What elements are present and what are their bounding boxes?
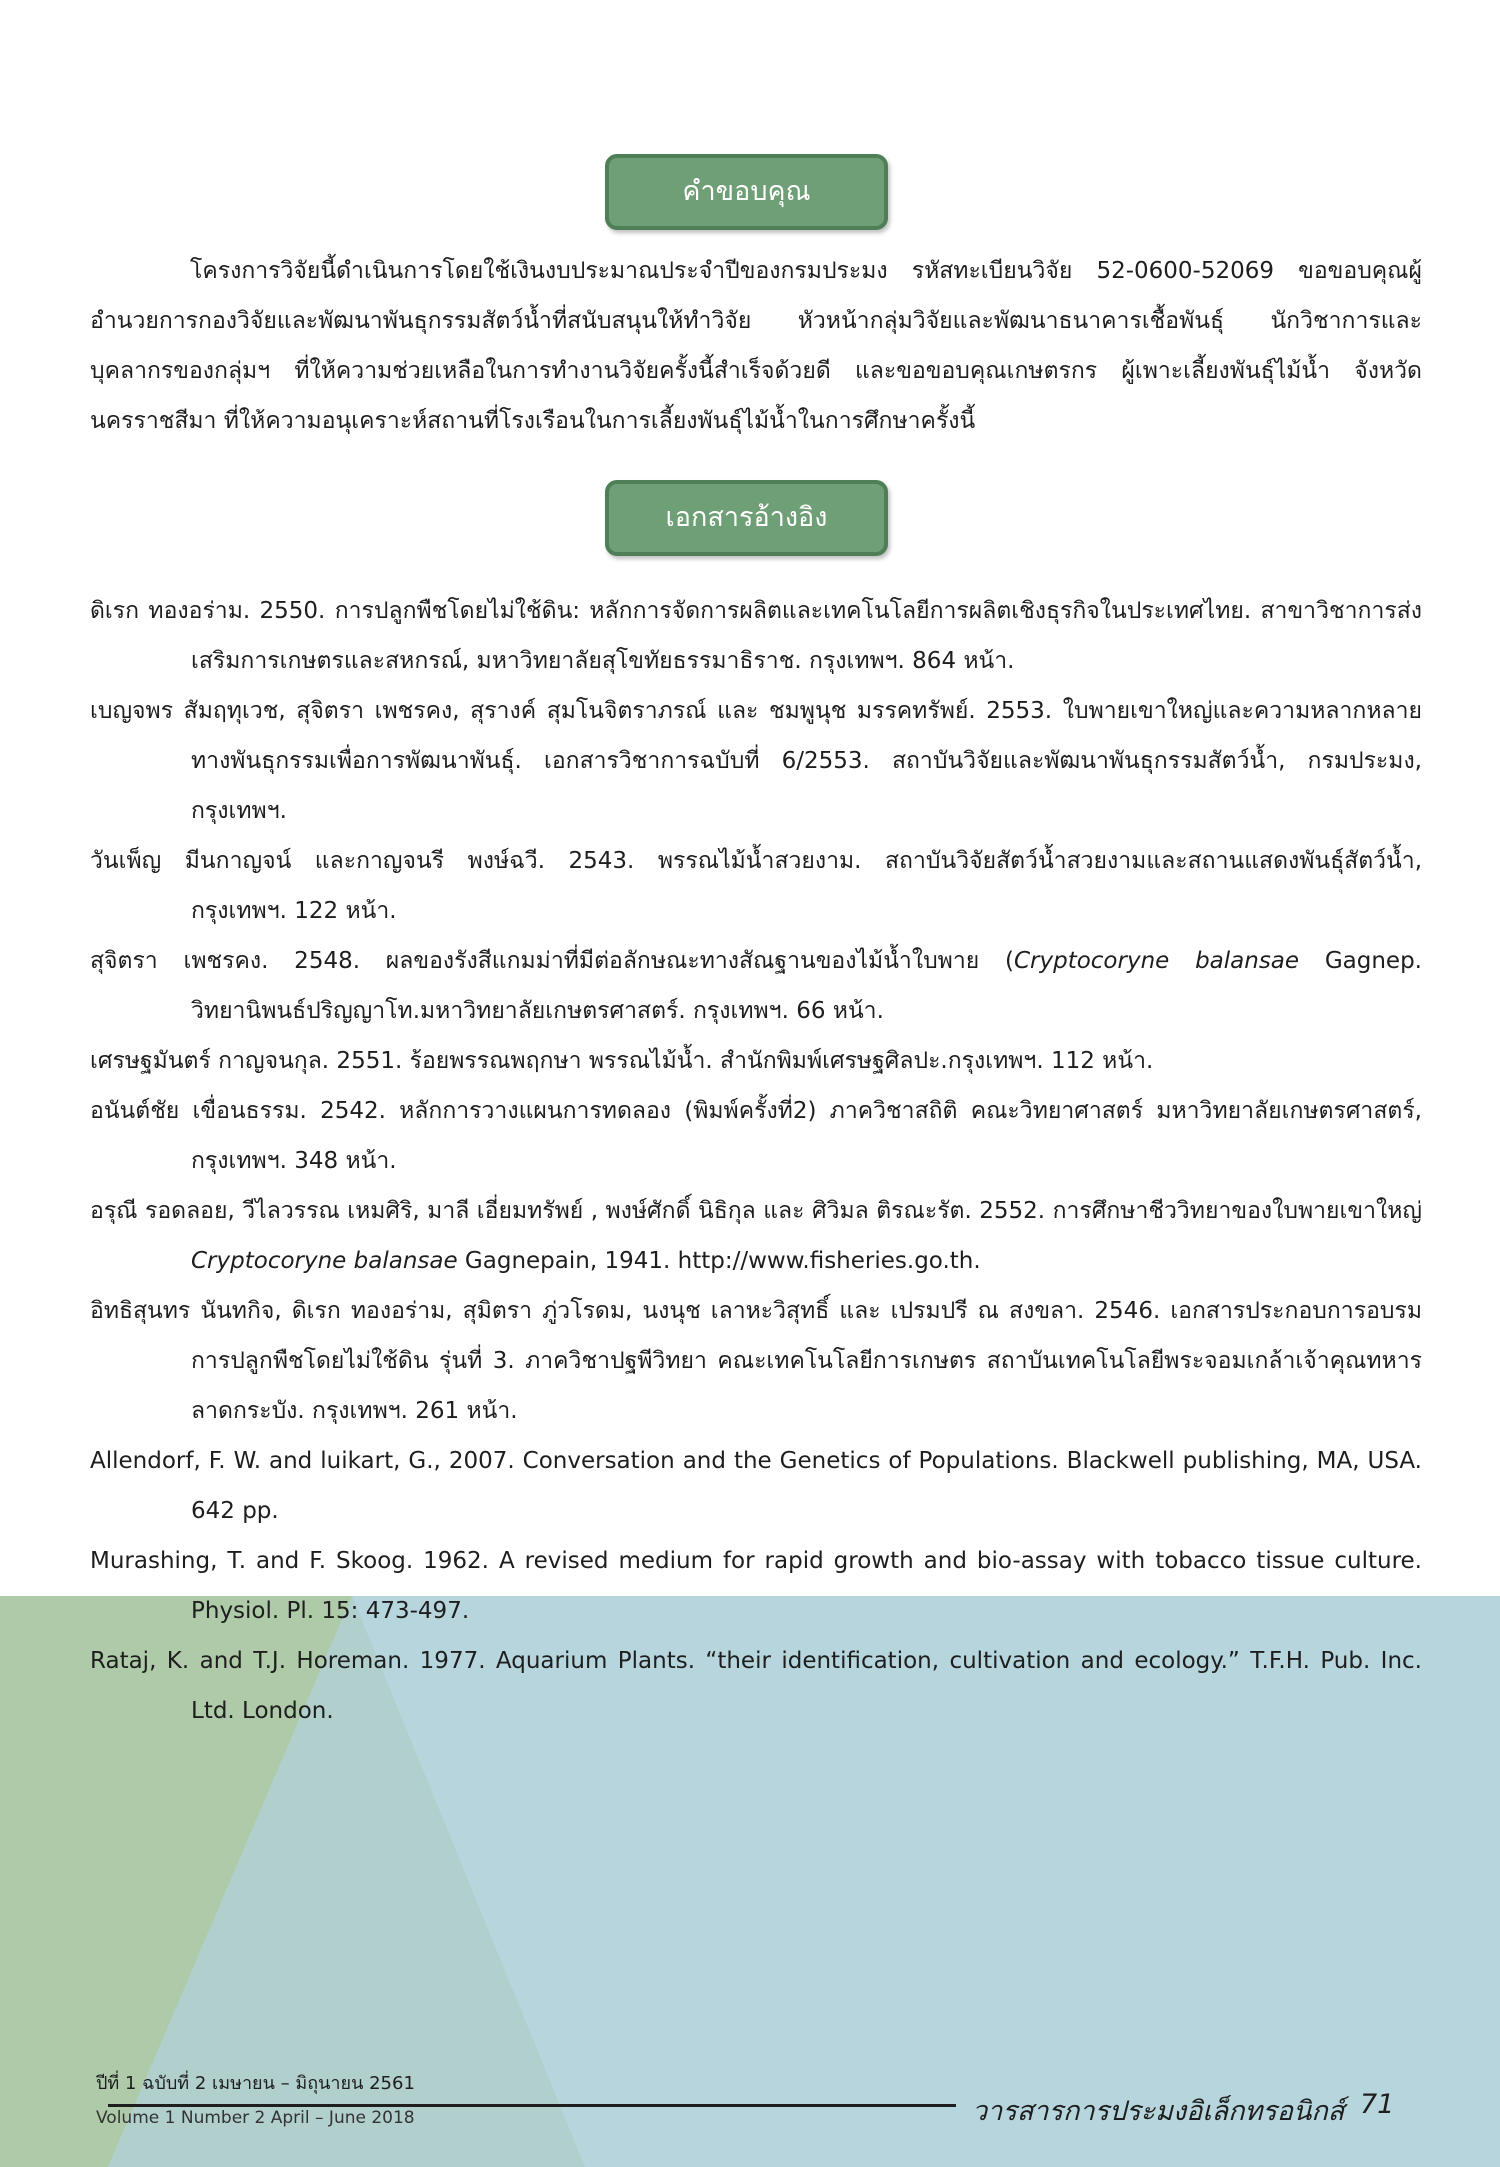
references-heading: เอกสารอ้างอิง [605,480,888,556]
reference-item: อิทธิสุนทร นันทกิจ, ดิเรก ทองอร่าม, สุมิตรา ภู่วโรดม, นงนุช เลาหะวิสุทธิ์ และ เปรมปรี ณ สงขลา. 2546. เอกสารประกอบการอบรมการปลูกพืชโดยไม่ใช้ดิน รุ่นที่ 3. ภาควิชาปฐพีวิทยา คณะเทคโนโลยีการเกษตร สถาบันเทคโนโลยีพระจอมเกล้าเจ้าคุณทหารลาดกระบัง. กรุงเทพฯ. 261 หน้า. [90,1298,1422,1424]
footer-divider [108,2104,956,2107]
reference-item: เศรษฐมันตร์ กาญจนกุล. 2551. ร้อยพรรณพฤกษา พรรณไม้น้ำ. สำนักพิมพ์เศรษฐศิลปะ.กรุงเทพฯ. 112 หน้า. [90,1048,1154,1074]
acknowledgement-body: โครงการวิจัยนี้ดำเนินการโดยใช้เงินงบประมาณประจำปีของกรมประมง รหัสทะเบียนวิจัย 52-0600-52069 ขอขอบคุณผู้อำนวยการกองวิจัยและพัฒนาพันธุกรรมสัตว์น้ำที่สนับสนุนให้ทำวิจัย หัวหน้ากลุ่มวิจัยและพัฒนาธนาคารเชื้อพันธุ์ นักวิชาการและบุคลากรของกลุ่มฯ ที่ให้ความช่วยเหลือในการทำงานวิจัยครั้งนี้สำเร็จด้วยดี และขอขอบคุณเกษตรกร ผู้เพาะเลี้ยงพันธุ์ไม้น้ำ จังหวัดนครราชสีมา ที่ให้ความอนุเคราะห์สถานที่โรงเรือนในการเลี้ยงพันธุ์ไม้น้ำในการศึกษาครั้งนี้ [90,258,1422,434]
footer-issue-thai: ปีที่ 1 ฉบับที่ 2 เมษายน – มิถุนายน 2561 [96,2073,415,2094]
reference-item: Allendorf, F. W. and luikart, G., 2007. Conversation and the Genetics of Populations. Blackwell publishing, MA, USA. 642 pp. [90,1448,1422,1524]
reference-item: สุจิตรา เพชรคง. 2548. ผลของรังสีแกมม่าที่มีต่อลักษณะทางสัณฐานของไม้น้ำใบพาย (Cryptocoryne balansae Gagnep. วิทยานิพนธ์ปริญญาโท.มหาวิทยาลัยเกษตรศาสตร์. กรุงเทพฯ. 66 หน้า. [90,948,1422,1024]
reference-item: Rataj, K. and T.J. Horeman. 1977. Aquarium Plants. “their identification, cultivation and ecology.” T.F.H. Pub. Inc. Ltd. London. [90,1648,1422,1724]
reference-item: วันเพ็ญ มีนกาญจน์ และกาญจนรี พงษ์ฉวี. 2543. พรรณไม้น้ำสวยงาม. สถาบันวิจัยสัตว์น้ำสวยงามและสถานแสดงพันธุ์สัตว์น้ำ, กรุงเทพฯ. 122 หน้า. [90,848,1422,924]
reference-item: อนันต์ชัย เขื่อนธรรม. 2542. หลักการวางแผนการทดลอง (พิมพ์ครั้งที่2) ภาควิชาสถิติ คณะวิทยาศาสตร์ มหาวิทยาลัยเกษตรศาสตร์, กรุงเทพฯ. 348 หน้า. [90,1098,1422,1174]
reference-list [90,586,1422,1736]
footer-journal-title: วารสารการประมงอิเล็กทรอนิกส์ [972,2096,1345,2127]
acknowledgement-heading: คำขอบคุณ [605,154,888,230]
reference-item: ดิเรก ทองอร่าม. 2550. การปลูกพืชโดยไม่ใช้ดิน: หลักการจัดการผลิตและเทคโนโลยีการผลิตเชิงธุรกิจในประเทศไทย. สาขาวิชาการส่งเสริมการเกษตรและสหกรณ์, มหาวิทยาลัยสุโขทัยธรรมาธิราช. กรุงเทพฯ. 864 หน้า. [90,598,1422,674]
species-name: Cryptocoryne balansae [1013,948,1300,974]
reference-item: เบญจพร สัมฤทุเวช, สุจิตรา เพชรคง, สุรางค์ สุมโนจิตราภรณ์ และ ชมพูนุช มรรคทรัพย์. 2553. ใบพายเขาใหญ่และความหลากหลายทางพันธุกรรมเพื่อการพัฒนาพันธุ์. เอกสารวิชาการฉบับที่ 6/2553. สถาบันวิจัยและพัฒนาพันธุกรรมสัตว์น้ำ, กรมประมง, กรุงเทพฯ. [90,698,1422,824]
reference-item: อรุณี รอดลอย, วีไลวรรณ เหมศิริ, มาลี เอี่ยมทรัพย์ , พงษ์ศักดิ์ นิธิกุล และ ศิวิมล ติรณะรัต. 2552. การศึกษาชีววิทยาของใบพายเขาใหญ่ Cryptocoryne balansae Gagnepain, 1941. http://www.fisheries.go.th. [90,1198,1422,1274]
species-name: Cryptocoryne balansae [191,1248,458,1274]
footer-issue-english: Volume 1 Number 2 April – June 2018 [96,2108,415,2128]
reference-item: Murashing, T. and F. Skoog. 1962. A revised medium for rapid growth and bio-assay with tobacco tissue culture. Physiol. Pl. 15: 473-497. [90,1548,1422,1624]
page-number: 71 [1360,2089,1395,2120]
